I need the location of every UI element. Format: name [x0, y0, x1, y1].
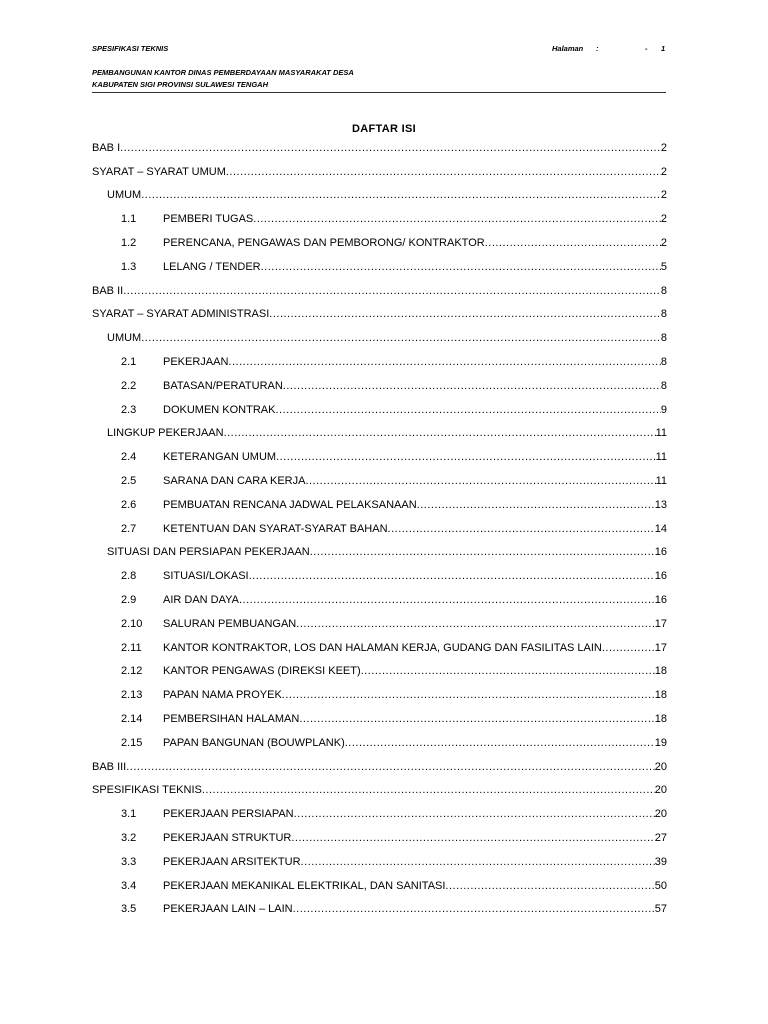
toc-leader-dots: [120, 142, 661, 154]
toc-leader-dots: [226, 166, 661, 178]
toc-entry-label: SYARAT – SYARAT UMUM: [92, 165, 226, 178]
toc-leader-dots: [141, 189, 661, 201]
toc-entry[interactable]: [92, 874, 667, 898]
toc-entry-page: 27: [654, 832, 667, 844]
project-title-line-2: KABUPATEN SIGI PROVINSI SULAWESI TENGAH: [92, 80, 268, 89]
toc-entry-label: UMUM: [107, 332, 142, 345]
toc-entry-page: 18: [654, 689, 667, 702]
toc-entry-number: 3.4: [121, 879, 137, 892]
toc-entry-page: 8: [660, 356, 667, 369]
toc-leader-dots: [296, 618, 654, 630]
toc-leader-dots: [141, 332, 661, 344]
toc-entry-number: 1.1: [121, 213, 137, 226]
toc-entry-number: 2.8: [121, 570, 137, 583]
toc-entry[interactable]: [92, 850, 667, 874]
toc-entry-label: PEKERJAAN ARSITEKTUR: [163, 855, 301, 868]
toc-entry[interactable]: [92, 469, 667, 493]
toc-entry-page: 14: [654, 522, 667, 535]
toc-entry[interactable]: [92, 326, 667, 350]
toc-entry-page: 5: [660, 260, 667, 273]
toc-entry[interactable]: [92, 826, 667, 850]
toc-entry-label: BAB III: [92, 760, 127, 773]
toc-entry-label: PEKERJAAN PERSIAPAN: [163, 808, 294, 821]
toc-entry-label: PEKERJAAN MEKANIKAL ELEKTRIKAL, DAN SANITASI: [163, 879, 446, 892]
toc-leader-dots: [239, 594, 655, 606]
toc-entry-page: 2: [660, 237, 667, 250]
toc-leader-dots: [282, 689, 655, 701]
toc-entry-number: 2.13: [121, 689, 143, 702]
toc-title: DAFTAR ISI: [352, 123, 416, 135]
toc-entry-number: 2.3: [121, 403, 137, 416]
toc-leader-dots: [202, 784, 655, 796]
toc-entry-page: 18: [654, 713, 667, 726]
toc-entry-page: 50: [654, 879, 667, 892]
toc-entry-label: KETERANGAN UMUM: [163, 451, 277, 464]
toc-leader-dots: [261, 261, 661, 273]
toc-entry[interactable]: [92, 255, 667, 279]
document-title: SPESIFIKASI TEKNIS: [92, 44, 169, 53]
toc-entry-page: 17: [654, 617, 667, 630]
toc-entry-page: 8: [660, 308, 667, 321]
toc-entry-number: 3.5: [121, 903, 137, 916]
toc-entry-label: SYARAT – SYARAT ADMINISTRASI: [92, 308, 270, 321]
toc-entry-label: BATASAN/PERATURAN: [163, 379, 283, 392]
toc-leader-dots: [126, 761, 655, 773]
toc-entry[interactable]: [92, 541, 667, 565]
toc-entry-label: PEMBERI TUGAS: [163, 213, 254, 226]
toc-entry-page: 16: [654, 594, 667, 607]
toc-entry-number: 3.3: [121, 855, 137, 868]
toc-entry-page: 9: [660, 403, 667, 416]
toc-entry-label: BAB I: [92, 141, 121, 154]
toc-entry-number: 2.2: [121, 379, 137, 392]
toc-leader-dots: [299, 713, 654, 725]
toc-entry[interactable]: [92, 755, 667, 779]
toc-leader-dots: [310, 546, 655, 558]
toc-entry-page: 18: [654, 665, 667, 678]
toc-entry-label: PAPAN BANGUNAN (BOUWPLANK): [163, 736, 345, 749]
toc-entry-number: 1.3: [121, 260, 137, 273]
toc-entry-number: 2.7: [121, 522, 137, 535]
toc-entry-number: 2.4: [121, 451, 137, 464]
toc-entry-label: PEMBUATAN RENCANA JADWAL PELAKSANAAN: [163, 498, 417, 511]
toc-leader-dots: [301, 856, 655, 868]
toc-entry-number: 2.11: [121, 641, 142, 654]
toc-leader-dots: [283, 380, 661, 392]
toc-entry-page: 20: [654, 808, 667, 821]
toc-entry-page: 2: [660, 189, 667, 202]
toc-entry-number: 2.10: [121, 617, 143, 630]
toc-entry-number: 2.6: [121, 498, 137, 511]
toc-entry-page: 11: [655, 475, 667, 488]
toc-leader-dots: [293, 903, 655, 915]
toc-entry-page: 16: [654, 570, 667, 583]
toc-entry[interactable]: [92, 517, 667, 541]
toc-entry[interactable]: [92, 445, 667, 469]
toc-entry[interactable]: [92, 802, 667, 826]
page-header: [92, 44, 666, 56]
toc-leader-dots: [253, 213, 661, 225]
toc-entry-label: PEKERJAAN: [163, 356, 229, 369]
toc-leader-dots: [445, 880, 654, 892]
toc-entry-label: LINGKUP PEKERJAAN: [107, 427, 224, 440]
toc-leader-dots: [294, 808, 655, 820]
toc-entry-number: 2.1: [121, 356, 137, 369]
toc-entry[interactable]: [92, 707, 667, 731]
toc-entry-number: 3.2: [121, 832, 137, 844]
toc-entry-label: PEKERJAAN LAIN – LAIN: [163, 903, 293, 916]
toc-entry[interactable]: [92, 398, 667, 422]
toc-entry-label: PAPAN NAMA PROYEK: [163, 689, 282, 702]
toc-entry-label: LELANG / TENDER: [163, 260, 261, 273]
toc-entry-label: UMUM: [107, 189, 142, 202]
toc-leader-dots: [276, 451, 656, 463]
toc-entry-label: KANTOR KONTRAKTOR, LOS DAN HALAMAN KERJA, GUDANG DAN FASILITAS LAIN: [163, 641, 602, 654]
toc-entry[interactable]: [92, 493, 667, 517]
toc-entry-page: 17: [654, 641, 667, 654]
toc-leader-dots: [224, 427, 656, 439]
toc-entry-page: 20: [654, 760, 667, 773]
page-number-dash: -: [645, 44, 648, 53]
toc-entry[interactable]: [92, 612, 667, 636]
table-of-contents: [92, 136, 667, 921]
toc-leader-dots: [417, 499, 655, 511]
toc-entry[interactable]: [92, 422, 667, 446]
toc-leader-dots: [123, 285, 661, 297]
toc-leader-dots: [485, 237, 661, 249]
toc-entry-page: 39: [654, 855, 667, 868]
toc-entry-label: DOKUMEN KONTRAK: [163, 403, 276, 416]
toc-entry-label: PEMBERSIHAN HALAMAN: [163, 713, 300, 726]
toc-entry[interactable]: [92, 779, 667, 803]
toc-entry-page: 13: [654, 498, 667, 511]
toc-entry[interactable]: [92, 231, 667, 255]
toc-entry-label: PEKERJAAN STRUKTUR: [163, 832, 292, 844]
toc-entry[interactable]: [92, 660, 667, 684]
toc-entry-page: 8: [660, 332, 667, 345]
page-label: Halaman: [552, 44, 584, 53]
toc-leader-dots: [345, 737, 655, 749]
project-title-line-1: PEMBANGUNAN KANTOR DINAS PEMBERDAYAAN MASYARAKAT DESA: [92, 68, 354, 77]
toc-entry-label: BAB II: [92, 284, 124, 297]
toc-leader-dots: [602, 642, 655, 654]
toc-leader-dots: [305, 475, 655, 487]
toc-entry[interactable]: [92, 588, 667, 612]
toc-entry[interactable]: [92, 303, 667, 327]
toc-entry-page: 11: [655, 427, 667, 440]
toc-entry-number: 2.14: [121, 713, 143, 726]
toc-entry[interactable]: [92, 636, 667, 660]
header-divider: [92, 92, 666, 93]
toc-entry[interactable]: [92, 350, 667, 374]
toc-entry-page: 2: [660, 165, 667, 178]
toc-entry[interactable]: [92, 184, 667, 208]
toc-entry-number: 2.9: [121, 594, 137, 607]
toc-entry-label: KETENTUAN DAN SYARAT-SYARAT BAHAN: [163, 522, 388, 535]
toc-leader-dots: [228, 356, 660, 368]
toc-entry[interactable]: [92, 564, 667, 588]
toc-entry[interactable]: [92, 160, 667, 184]
page-label-colon: :: [596, 44, 599, 53]
toc-entry-label: SALURAN PEMBUANGAN: [163, 617, 297, 630]
toc-entry-label: SPESIFIKASI TEKNIS: [92, 784, 202, 797]
toc-entry-number: 3.1: [121, 808, 137, 821]
toc-entry-label: SITUASI/LOKASI: [163, 570, 249, 583]
toc-leader-dots: [249, 570, 655, 582]
toc-entry-label: AIR DAN DAYA: [163, 594, 239, 607]
toc-entry-number: 2.5: [121, 475, 137, 488]
toc-entry-number: 2.15: [121, 736, 143, 749]
toc-entry-page: 2: [660, 213, 667, 226]
toc-leader-dots: [269, 308, 661, 320]
toc-entry-page: 19: [654, 736, 667, 749]
toc-entry-page: 11: [655, 451, 667, 464]
toc-entry[interactable]: [92, 279, 667, 303]
project-title: [92, 67, 354, 91]
toc-entry-page: 8: [660, 379, 667, 392]
toc-entry[interactable]: [92, 683, 667, 707]
toc-leader-dots: [275, 404, 660, 416]
toc-entry-page: 20: [654, 784, 667, 797]
toc-entry-number: 1.2: [121, 237, 137, 250]
toc-leader-dots: [361, 665, 655, 677]
toc-entry-label: SARANA DAN CARA KERJA: [163, 475, 306, 488]
toc-entry-label: PERENCANA, PENGAWAS DAN PEMBORONG/ KONTRAKTOR: [163, 237, 485, 250]
toc-entry[interactable]: [92, 731, 667, 755]
toc-entry[interactable]: [92, 898, 667, 922]
toc-entry[interactable]: [92, 374, 667, 398]
toc-entry[interactable]: [92, 207, 667, 231]
toc-entry-page: 16: [654, 546, 667, 559]
toc-entry-page: 2: [660, 141, 667, 154]
toc-entry-label: SITUASI DAN PERSIAPAN PEKERJAAN: [107, 546, 310, 559]
toc-entry-page: 8: [660, 284, 667, 297]
toc-entry-number: 2.12: [121, 665, 143, 678]
page-number: 1: [661, 44, 666, 53]
toc-entry-page: 57: [654, 903, 667, 916]
toc-leader-dots: [388, 523, 655, 535]
toc-leader-dots: [291, 832, 654, 844]
toc-entry-label: KANTOR PENGAWAS (DIREKSI KEET): [163, 665, 361, 678]
toc-entry[interactable]: [92, 136, 667, 160]
